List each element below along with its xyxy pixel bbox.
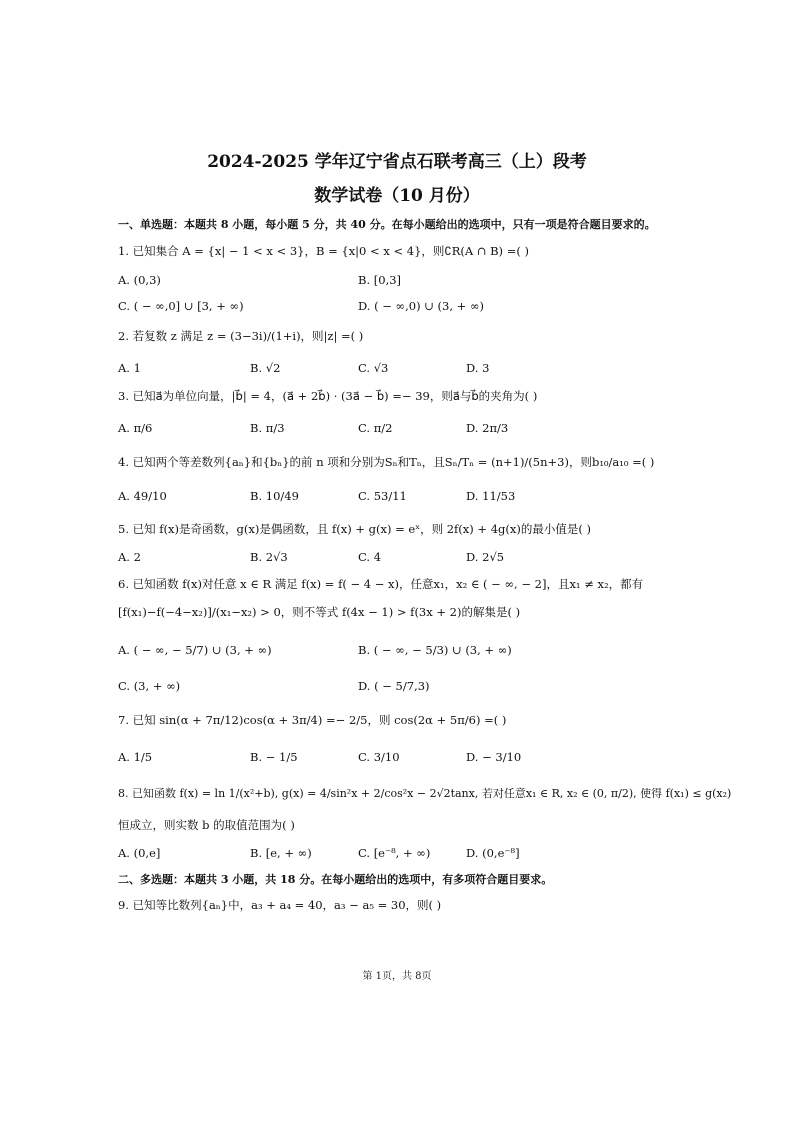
q4-option-c[interactable]: C. 53/11 [358,489,407,503]
section-multi-choice: 二、多选题：本题共 3 小题，共 18 分。在每小题给出的选项中，有多项符合题目要求。 [118,873,553,886]
question-7-stem: 7. 已知 sin(α + 7π/12)cos(α + 3π/4) =− 2/5，则 cos(2α + 5π/6) =( ) [118,713,507,727]
exam-title: 2024-2025 学年辽宁省点石联考高三（上）段考 [207,152,587,172]
question-6-stem: 6. 已知函数 f(x)对任意 x ∈ R 满足 f(x) = f( − 4 − x)，任意x₁，x₂ ∈ ( − ∞, − 2]，且x₁ ≠ x₂，都有 [118,577,644,591]
q5-option-b[interactable]: B. 2√3 [250,550,288,564]
q4-option-a[interactable]: A. 49/10 [118,489,167,503]
q7-option-b[interactable]: B. − 1/5 [250,750,298,764]
section-single-choice: 一、单选题：本题共 8 小题，每小题 5 分，共 40 分。在每小题给出的选项中，只有一项是符合题目要求的。 [118,218,656,231]
q3-option-c[interactable]: C. π/2 [358,421,393,435]
q2-option-a[interactable]: A. 1 [118,361,141,375]
q7-option-c[interactable]: C. 3/10 [358,750,400,764]
q2-option-d[interactable]: D. 3 [466,361,490,375]
q5-option-c[interactable]: C. 4 [358,550,382,564]
question-1-stem: 1. 已知集合 A = {x| − 1 < x < 3}，B = {x|0 < x < 4}，则∁R(A ∩ B) =( ) [118,244,529,258]
q6-option-d[interactable]: D. ( − 5/7,3) [358,679,430,693]
q1-option-c[interactable]: C. ( − ∞,0] ∪ [3, + ∞) [118,299,244,313]
q7-option-a[interactable]: A. 1/5 [118,750,153,764]
q1-option-d[interactable]: D. ( − ∞,0) ∪ (3, + ∞) [358,299,485,313]
q6-option-a[interactable]: A. ( − ∞, − 5/7) ∪ (3, + ∞) [118,643,272,657]
page-footer: 第 1页，共 8页 [362,971,432,982]
q8-option-b[interactable]: B. [e, + ∞) [250,846,312,860]
question-5-stem: 5. 已知 f(x)是奇函数，g(x)是偶函数，且 f(x) + g(x) = eˣ，则 2f(x) + 4g(x)的最小值是( ) [118,522,591,536]
exam-subtitle: 数学试卷（10 月份） [314,186,480,206]
q2-option-c[interactable]: C. √3 [358,361,389,375]
q3-option-a[interactable]: A. π/6 [118,421,153,435]
q3-option-d[interactable]: D. 2π/3 [466,421,509,435]
q5-option-a[interactable]: A. 2 [118,550,141,564]
q2-option-b[interactable]: B. √2 [250,361,281,375]
question-4-stem: 4. 已知两个等差数列{aₙ}和{bₙ}的前 n 项和分别为Sₙ和Tₙ，且Sₙ/Tₙ = (n+1)/(5n+3)，则b₁₀/a₁₀ =( ) [118,455,655,469]
q4-option-d[interactable]: D. 11/53 [466,489,516,503]
q7-option-d[interactable]: D. − 3/10 [466,750,522,764]
question-8-stem: 8. 已知函数 f(x) = ln 1/(x²+b), g(x) = 4/sin²x + 2/cos²x − 2√2tanx, 若对任意x₁ ∈ R, x₂ ∈ (0, π/2), 使得 f(x₁) ≤ g(x₂) [118,787,732,800]
q1-option-b[interactable]: B. [0,3] [358,273,402,287]
q8-option-d[interactable]: D. (0,e⁻⁸] [466,846,520,860]
question-6-stem-cont: [f(x₁)−f(−4−x₂)]/(x₁−x₂) > 0，则不等式 f(4x − 1) > f(3x + 2)的解集是( ) [118,605,521,619]
q8-option-a[interactable]: A. (0,e] [118,846,161,860]
q6-option-b[interactable]: B. ( − ∞, − 5/3) ∪ (3, + ∞) [358,643,512,657]
q6-option-c[interactable]: C. (3, + ∞) [118,679,181,693]
q3-option-b[interactable]: B. π/3 [250,421,285,435]
question-8-stem-cont: 恒成立，则实数 b 的取值范围为( ) [118,818,295,832]
q8-option-c[interactable]: C. [e⁻⁸, + ∞) [358,846,431,860]
question-2-stem: 2. 若复数 z 满足 z = (3−3i)/(1+i)，则|z| =( ) [118,329,364,343]
q5-option-d[interactable]: D. 2√5 [466,550,505,564]
q1-option-a[interactable]: A. (0,3) [118,273,161,287]
question-9-stem: 9. 已知等比数列{aₙ}中，a₃ + a₄ = 40，a₃ − a₅ = 30，则( ) [118,898,442,912]
q4-option-b[interactable]: B. 10/49 [250,489,299,503]
question-3-stem: 3. 已知a⃗为单位向量，|b⃗| = 4，(a⃗ + 2b⃗) · (3a⃗ − b⃗) =− 39，则a⃗与b⃗的夹角为( ) [118,389,538,403]
